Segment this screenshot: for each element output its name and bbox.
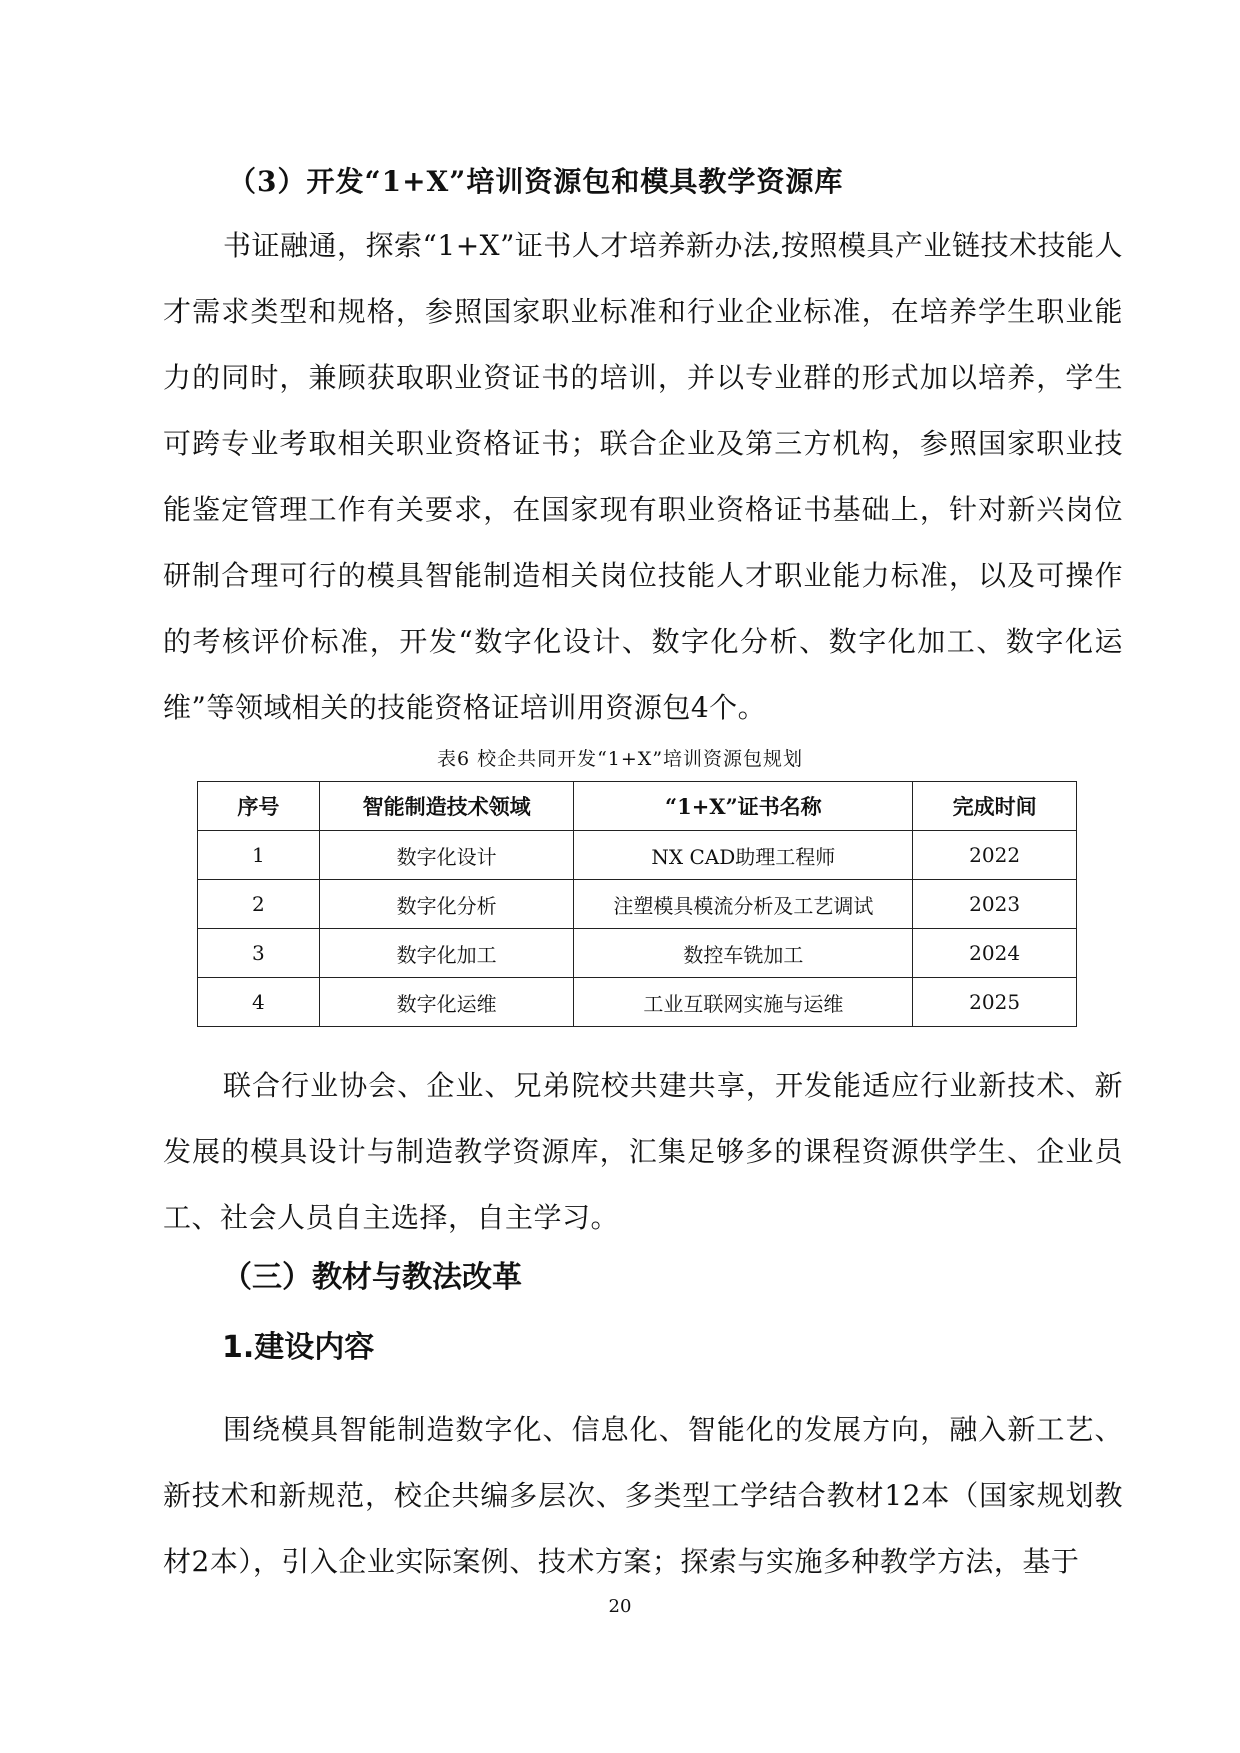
cell-year: 2023	[913, 880, 1077, 929]
header-domain: 智能制造技术领域	[319, 782, 574, 831]
cell-index: 3	[198, 929, 320, 978]
section-heading: （三）教材与教法改革	[222, 1260, 522, 1295]
cell-certificate: 数控车铣加工	[574, 929, 913, 978]
cell-certificate: 工业互联网实施与运维	[574, 978, 913, 1027]
cell-index: 4	[198, 978, 320, 1027]
subsection-heading: （3）开发“1+X”培训资源包和模具教学资源库	[228, 165, 844, 198]
paragraph-resource-library: 联合行业协会、企业、兄弟院校共建共享，开发能适应行业新技术、新发展的模具设计与制造教学资源库，汇集足够多的课程资源供学生、企业员工、社会人员自主选择，自主学习。	[163, 1069, 1123, 1234]
cell-year: 2024	[913, 929, 1077, 978]
cell-certificate: 注塑模具模流分析及工艺调试	[574, 880, 913, 929]
table-row	[198, 978, 1077, 1027]
cell-year: 2022	[913, 831, 1077, 880]
table-row	[198, 831, 1077, 880]
cell-certificate: NX CAD助理工程师	[574, 831, 913, 880]
cell-domain: 数字化设计	[319, 831, 574, 880]
training-package-table	[197, 781, 1077, 1027]
header-index: 序号	[198, 782, 320, 831]
page-number: 20	[608, 1596, 632, 1617]
header-certificate: “1+X”证书名称	[574, 782, 913, 831]
cell-domain: 数字化分析	[319, 880, 574, 929]
cell-index: 1	[198, 831, 320, 880]
cell-year: 2025	[913, 978, 1077, 1027]
table-row	[198, 880, 1077, 929]
table-row	[198, 929, 1077, 978]
cell-index: 2	[198, 880, 320, 929]
header-completion-year: 完成时间	[913, 782, 1077, 831]
paragraph-construction-content: 围绕模具智能制造数字化、信息化、智能化的发展方向，融入新工艺、新技术和新规范，校企共编多层次、多类型工学结合教材12本（国家规划教材2本），引入企业实际案例、技术方案；探索与实施多种教学方法，基于	[163, 1413, 1123, 1578]
sub-heading: 1.建设内容	[222, 1330, 375, 1365]
paragraph-certificate-integration: 书证融通，探索“1+X”证书人才培养新办法,按照模具产业链技术技能人才需求类型和规格，参照国家职业标准和行业企业标准，在培养学生职业能力的同时，兼顾获取职业资证书的培训，并以专业群的形式加以培养，学生可跨专业考取相关职业资格证书；联合企业及第三方机构，参照国家职业技能鉴定管理工作有关要求，在国家现有职业资格证书基础上，针对新兴岗位研制合理可行的模具智能制造相关岗位技能人才职业能力标准，以及可操作的考核评价标准，开发“数字化设计、数字化分析、数字化加工、数字化运维”等领域相关的技能资格证培训用资源包4个。	[163, 229, 1123, 724]
cell-domain: 数字化运维	[319, 978, 574, 1027]
cell-domain: 数字化加工	[319, 929, 574, 978]
table-header-row	[198, 782, 1077, 831]
table-caption: 表6 校企共同开发“1+X”培训资源包规划	[436, 748, 804, 770]
